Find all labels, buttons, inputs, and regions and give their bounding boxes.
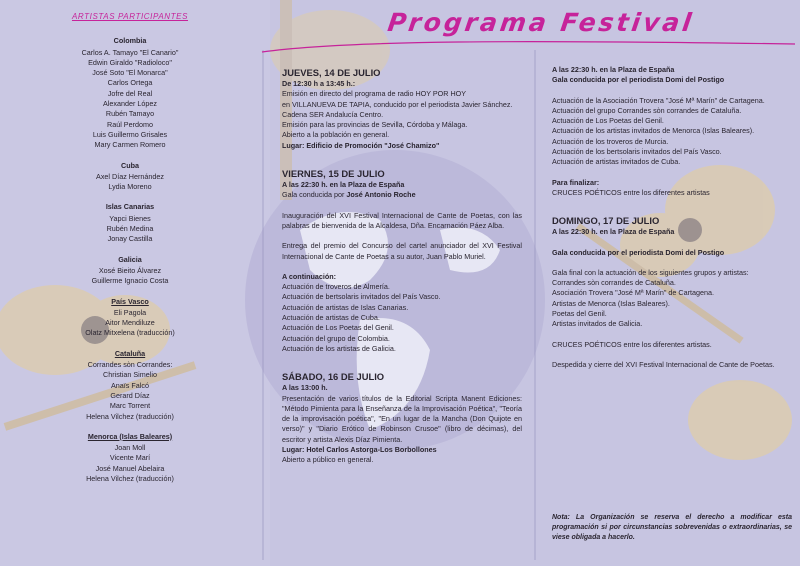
performance-item: Actuación de los artistas de Galicia. xyxy=(282,343,396,353)
artist-name: Anaïs Falcó xyxy=(111,380,149,390)
artist-name: Jonay Castilla xyxy=(107,234,153,244)
night-acts xyxy=(552,96,792,168)
jueves-place: Lugar: Edificio de Promoción "José Chamizo" xyxy=(282,140,440,150)
artist-name: Jofre del Real xyxy=(107,88,153,98)
sabado-day: SÁBADO, 16 DE JULIO xyxy=(282,371,385,383)
artist-group xyxy=(36,349,224,422)
performance-item: Actuación de los artistas invitados de Menorca (Islas Baleares). xyxy=(552,126,755,136)
final-label: Para finalizar: xyxy=(552,177,600,187)
performance-item: Actuación de artistas de Islas Canarias. xyxy=(282,302,409,312)
artist-name: Rubén Tamayo xyxy=(105,109,155,119)
jueves-time: De 12:30 h a 13:45 h.: xyxy=(282,79,356,88)
performance-item: Actuación de artistas invitados de Cuba. xyxy=(552,157,681,167)
domingo-acts xyxy=(552,278,792,329)
domingo-cruces: CRUCES POÉTICOS entre los diferentes artistas. xyxy=(552,339,712,349)
artist-group xyxy=(36,202,224,244)
artist-name: Marc Torrent xyxy=(109,401,151,411)
performance-item: Actuación de la Asociación Trovera "José Mª Marín" de Cartagena. xyxy=(552,95,765,105)
artist-name: Aitor Mendiluze xyxy=(105,318,155,328)
viernes-time: A las 22:30 h. en la Plaza de España xyxy=(282,180,405,190)
artist-name: Joan Moll xyxy=(114,443,146,453)
viernes-day: VIERNES, 15 DE JULIO xyxy=(282,168,385,180)
artist-name: Axel Díaz Hernández xyxy=(96,171,164,181)
domingo-day: DOMINGO, 17 DE JULIO xyxy=(552,215,660,227)
domingo-gala: Gala conducida por el periodista Domi del Postigo xyxy=(552,247,725,257)
final-text: CRUCES POÉTICOS entre los diferentes artistas xyxy=(552,187,710,197)
artist-name: Carlos A. Tamayo "El Canario" xyxy=(81,47,179,57)
artist-name: Edwin Giraldo "Radioloco" xyxy=(88,57,172,67)
viernes-continuation: A continuación: xyxy=(282,271,337,281)
artist-name: Alexander López xyxy=(103,99,157,109)
program-right-column xyxy=(552,65,792,370)
artist-name: Corrandes sòn Corrandes: xyxy=(87,360,173,370)
artist-name: Vicente Marí xyxy=(109,453,151,463)
jueves-line: Emisión en directo del programa de radio HOY POR HOY xyxy=(282,89,467,99)
artist-name: Carlos Ortega xyxy=(107,78,153,88)
artist-name: Lydia Moreno xyxy=(108,182,152,192)
performance-item: Actuación de troveros de Almería. xyxy=(282,282,390,292)
artist-group-country: Cuba xyxy=(121,160,139,170)
jueves-line: Emisión para las provincias de Sevilla, Córdoba y Málaga. xyxy=(282,120,468,130)
viernes-inauguration: Inauguración del XVI Festival Internacional de Cante de Poetas, con las palabras de bienvenida de la Alcaldesa, Dña. Encarnación Páez Alba. xyxy=(282,210,522,230)
artist-group xyxy=(36,255,224,287)
artist-name: Raúl Perdomo xyxy=(107,119,153,129)
artist-name: José Manuel Abelaira xyxy=(95,463,165,473)
performance-item: Actuación del grupo de Colombia. xyxy=(282,333,390,343)
festival-title: Programa Festival xyxy=(385,8,697,37)
sabado-open: Abierto a público en general. xyxy=(282,455,374,465)
jueves-lines xyxy=(282,89,522,140)
domingo-intro: Gala final con la actuación de los siguientes grupos y artistas: xyxy=(552,267,749,277)
viernes-acts xyxy=(282,282,522,354)
artist-group xyxy=(36,297,224,339)
viernes-gala-name: José Antonio Roche xyxy=(346,190,416,200)
performance-item: Actuación de Los Poetas del Genil. xyxy=(552,116,664,126)
performance-item: Artistas de Menorca (Islas Baleares). xyxy=(552,298,670,308)
performance-item: Actuación de Los Poetas del Genil. xyxy=(282,323,394,333)
performance-item: Corrandes sòn corrandes de Cataluña. xyxy=(552,278,676,288)
program-middle-column xyxy=(282,65,522,466)
domingo-farewell: Despedida y cierre del XVI Festival Internacional de Cante de Poetas. xyxy=(552,359,775,369)
artist-group-country: Menorca (Islas Baleares) xyxy=(87,431,173,441)
sabado-time: A las 13:00 h. xyxy=(282,383,328,393)
artist-name: Eli Pagola xyxy=(113,307,147,317)
artist-group xyxy=(36,432,224,484)
jueves-line: Abierto a la población en general. xyxy=(282,130,390,140)
performance-item: Artistas invitados de Galicia. xyxy=(552,319,643,329)
artist-name: Mary Carmen Romero xyxy=(94,140,166,150)
artist-name: Helena Vilchez (traducción) xyxy=(86,473,174,483)
artists-column xyxy=(36,12,224,494)
artist-name: José Soto "El Monarca" xyxy=(92,68,168,78)
artist-name: Olatz Mitxelena (traducción) xyxy=(85,328,175,338)
performance-item: Actuación de artistas de Cuba. xyxy=(282,313,380,323)
night-time: A las 22:30 h. en la Plaza de España xyxy=(552,65,675,74)
artist-group xyxy=(36,161,224,193)
sabado-presentation: Presentación de varios títulos de la Editorial Scripta Manent Ediciones: "Método Pimienta para la Enseñanza de la Improvisación Poética", "Teoría de la improvisación poética", "En un lugar de la Mancha (Don Quijote en verso)" y "Diario Erótico de Robinson Crusoe" (libro de décimas), del escritor y artista Alexis Díaz Pimienta. xyxy=(282,393,522,444)
sabado-place: Lugar: Hotel Carlos Astorga-Los Borbollones xyxy=(282,445,437,455)
artist-group xyxy=(36,36,224,150)
artist-groups xyxy=(36,36,224,484)
artist-group-country: Colombia xyxy=(113,36,147,46)
viernes-gala-prefix: Gala conducida por xyxy=(282,190,347,200)
viernes-gala xyxy=(282,190,522,200)
artist-name: Guillerme Ignacio Costa xyxy=(91,276,169,286)
domingo-time: A las 22:30 h. en la Plaza de España xyxy=(552,227,675,237)
artist-name: Xosé Bieito Álvarez xyxy=(98,265,162,275)
artist-name: Helena Vilchez (traducción) xyxy=(86,411,174,421)
artist-name: Luis Guillermo Grisales xyxy=(92,129,168,139)
artist-name: Gerard Díaz xyxy=(110,390,150,400)
artist-group-country: País Vasco xyxy=(111,296,149,306)
artist-name: Christian Simelio xyxy=(103,370,157,380)
performance-item: Poetas del Genil. xyxy=(552,309,607,319)
jueves-line: Cadena SER Andalucía Centro. xyxy=(282,109,384,119)
performance-item: Asociación Trovera "José Mª Marín" de Cartagena. xyxy=(552,288,714,298)
performance-item: Actuación de los troveros de Murcia. xyxy=(552,136,669,146)
organization-note: Nota: La Organización se reserva el derecho a modificar esta programación si por circunstancias sobrevenidas o extraordinarias, se viese obligada a hacerlo. xyxy=(552,514,792,541)
artist-group-country: Islas Canarias xyxy=(105,202,155,212)
performance-item: Actuación del grupo Corrandes sòn corrandes de Cataluña. xyxy=(552,105,742,115)
artist-group-country: Galicia xyxy=(118,254,142,264)
night-gala: Gala conducida por el periodista Domi del Postigo xyxy=(552,75,725,85)
jueves-day: JUEVES, 14 DE JULIO xyxy=(282,67,381,78)
performance-item: Actuación de los bertsolaris invitados del País Vasco. xyxy=(552,147,722,157)
performance-item: Actuación de bertsolaris invitados del País Vasco. xyxy=(282,292,441,302)
artists-heading: ARTISTAS PARTICIPANTES xyxy=(71,12,189,21)
artist-name: Yapci Bienes xyxy=(109,213,151,223)
viernes-award: Entrega del premio del Concurso del cartel anunciador del XVI Festival Internacional de Cante de Poetas a su autor, Juan Pablo Muriel. xyxy=(282,241,522,261)
artist-group-country: Cataluña xyxy=(114,348,146,358)
artist-name: Rubén Medina xyxy=(106,224,154,234)
jueves-line: en VILLANUEVA DE TAPIA, conducido por el periodista Javier Sánchez. xyxy=(282,99,513,109)
